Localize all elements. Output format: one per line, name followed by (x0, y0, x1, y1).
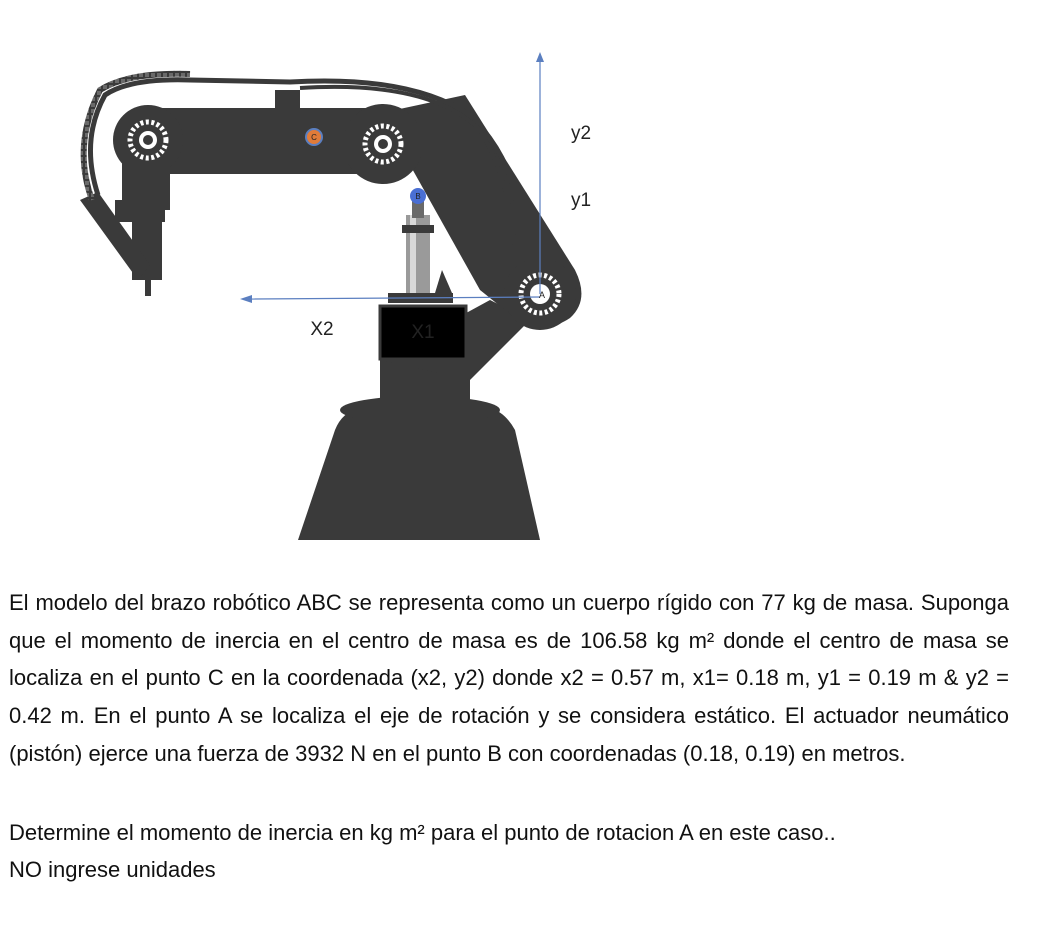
x2-label: X2 (310, 319, 334, 340)
question-line: Determine el momento de inercia en kg m² para el punto de rotacion A en este caso.. (9, 819, 836, 845)
x1-label: X1 (411, 322, 435, 343)
point-a-marker (539, 290, 545, 300)
svg-text:B: B (415, 192, 421, 201)
y1-label: y1 (570, 190, 592, 211)
problem-statement: El modelo del brazo robótico ABC se representa como un cuerpo rígido con 77 kg de masa. Suponga que el momento de inercia en el centro de masa es de 106.58 kg m² donde el centro de masa se localiza en el punto C en la coordenada (x2, y2) donde x2 = 0.57 m, x1= 0.18 m, y1 = 0.19 m & y2 = 0.42 m. En el punto A se localiza el eje de rotación y se considera estático. El actuador neumático (pistón) ejerce una fuerza de 3932 N en el punto B con coordenadas (0.18, 0.19) en metros. (9, 590, 1009, 766)
svg-text:A: A (538, 290, 546, 300)
svg-text:C: C (311, 133, 317, 142)
instruction-line: NO ingrese unidades (9, 857, 216, 883)
y2-label: y2 (570, 123, 592, 144)
point-c-marker (306, 129, 322, 145)
point-b-marker (410, 188, 426, 204)
problem-text (9, 584, 1009, 889)
